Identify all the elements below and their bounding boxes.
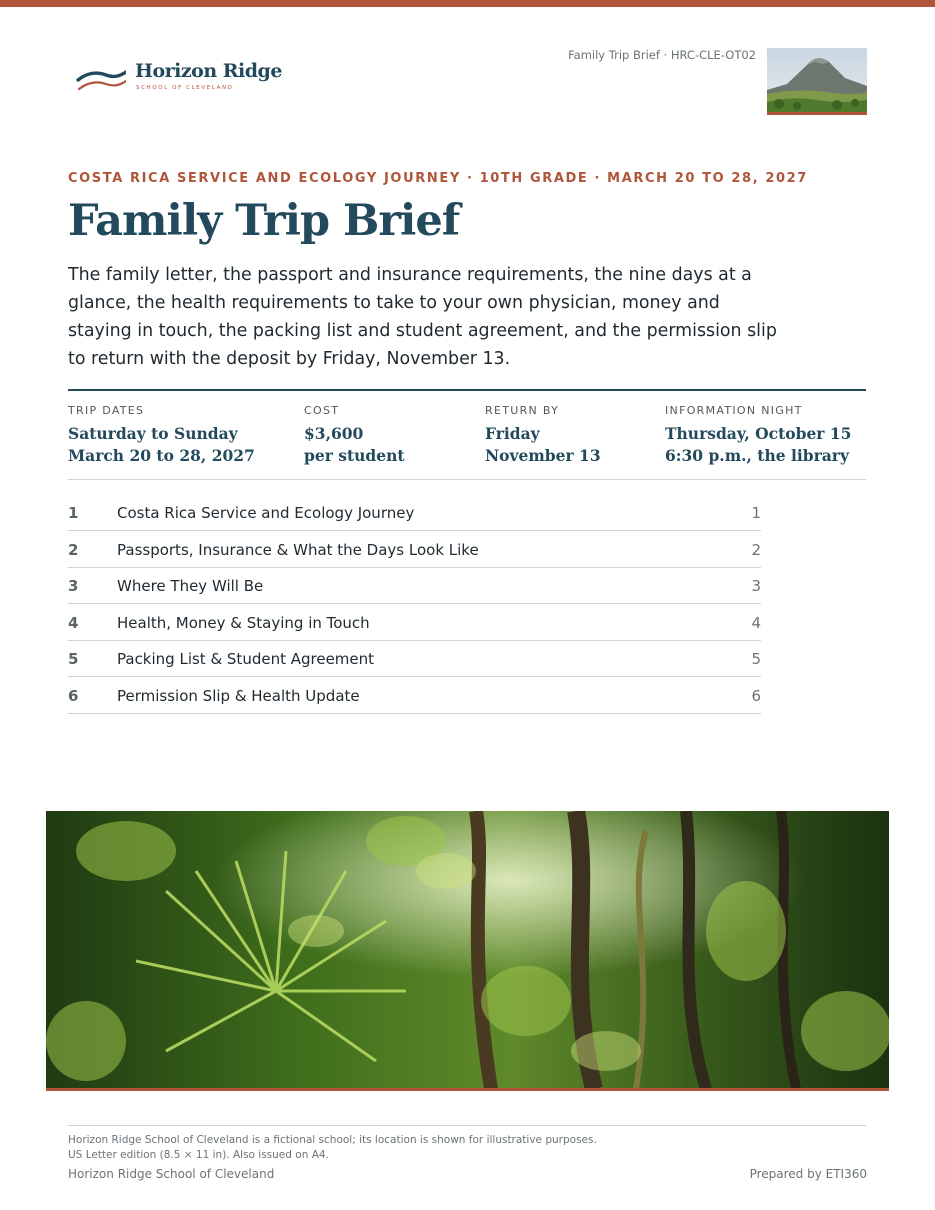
rainforest-image bbox=[46, 811, 889, 1089]
toc-row[interactable] bbox=[68, 532, 761, 568]
footer-school-name: Horizon Ridge School of Cleveland bbox=[68, 1167, 275, 1181]
toc-title: Costa Rica Service and Ecology Journey bbox=[117, 504, 415, 522]
facts-bottom-rule bbox=[68, 479, 866, 480]
volcano-thumbnail bbox=[767, 48, 867, 115]
volcano-image bbox=[767, 48, 867, 115]
toc-row[interactable] bbox=[68, 495, 761, 531]
toc-number: 5 bbox=[68, 650, 79, 668]
logo-wave-icon bbox=[76, 66, 126, 96]
document-reference: Family Trip Brief · HRC-CLE-OT02 bbox=[568, 48, 756, 62]
toc-row[interactable] bbox=[68, 605, 761, 641]
toc-page: 3 bbox=[751, 577, 761, 595]
fact-label: TRIP DATES bbox=[68, 404, 145, 417]
fact-cost bbox=[304, 404, 405, 467]
fact-information-night bbox=[665, 404, 851, 467]
footer-note: Horizon Ridge School of Cleveland is a fictional school; its location is shown for illustrative purposes. bbox=[68, 1134, 597, 1146]
toc-number: 1 bbox=[68, 504, 79, 522]
hero-accent-rule bbox=[46, 1088, 889, 1091]
rainforest-hero-image bbox=[46, 811, 889, 1089]
toc-page: 6 bbox=[751, 686, 761, 705]
toc-page: 5 bbox=[751, 650, 761, 668]
fact-value-line: per student bbox=[304, 446, 405, 465]
toc-title: Health, Money & Staying in Touch bbox=[117, 613, 370, 632]
fact-label: INFORMATION NIGHT bbox=[665, 404, 803, 417]
fact-value-line: November 13 bbox=[485, 446, 601, 465]
toc-number: 4 bbox=[68, 613, 79, 632]
footer-prepared-by: Prepared by ETI360 bbox=[749, 1167, 867, 1181]
toc-page: 2 bbox=[751, 540, 761, 559]
logo-name: Horizon Ridge bbox=[135, 60, 282, 82]
toc-row[interactable] bbox=[68, 568, 761, 604]
fact-value bbox=[68, 423, 255, 467]
fact-value-line: $3,600 bbox=[304, 424, 364, 443]
toc-row[interactable] bbox=[68, 678, 761, 714]
toc-row[interactable] bbox=[68, 641, 761, 677]
top-accent-bar bbox=[0, 0, 935, 7]
fact-value-line: Thursday, October 15 bbox=[665, 424, 852, 443]
school-logo bbox=[76, 58, 282, 98]
toc-number: 2 bbox=[68, 540, 79, 559]
facts-top-rule bbox=[68, 389, 866, 391]
fact-value bbox=[485, 423, 601, 467]
trip-kicker: COSTA RICA SERVICE AND ECOLOGY JOURNEY · 10TH GRADE · MARCH 20 TO 28, 2027 bbox=[68, 171, 808, 186]
toc-number: 6 bbox=[68, 686, 79, 705]
fact-value-line: 6:30 p.m., the library bbox=[665, 446, 849, 465]
footer-note: US Letter edition (8.5 × 11 in). Also issued on A4. bbox=[68, 1149, 329, 1161]
toc-page: 4 bbox=[751, 613, 761, 632]
fact-label: COST bbox=[304, 404, 340, 417]
intro-paragraph: The family letter, the passport and insurance requirements, the nine days at a glance, the health requirements to take to your own physician, money and staying in touch, the packing list and student agreement, and the permission slip to return with the deposit by Friday, November 13. bbox=[68, 265, 777, 369]
table-of-contents bbox=[68, 495, 761, 714]
toc-title: Permission Slip & Health Update bbox=[117, 686, 360, 705]
logo-subtitle: SCHOOL OF CLEVELAND bbox=[136, 85, 234, 91]
fact-label: RETURN BY bbox=[485, 404, 560, 417]
fact-value-line: Friday bbox=[485, 424, 540, 443]
toc-page: 1 bbox=[751, 504, 761, 522]
fact-trip-dates bbox=[68, 404, 255, 467]
toc-title: Packing List & Student Agreement bbox=[117, 650, 375, 668]
toc-title: Where They Will Be bbox=[117, 577, 264, 595]
fact-value bbox=[665, 423, 851, 467]
fact-value-line: Saturday to Sunday bbox=[68, 424, 238, 443]
fact-value bbox=[304, 423, 405, 467]
page-title: Family Trip Brief bbox=[68, 196, 460, 246]
footer-rule bbox=[68, 1125, 866, 1126]
fact-return-by bbox=[485, 404, 601, 467]
toc-number: 3 bbox=[68, 577, 79, 595]
toc-title: Passports, Insurance & What the Days Look Like bbox=[117, 540, 479, 559]
fact-value-line: March 20 to 28, 2027 bbox=[68, 446, 255, 465]
